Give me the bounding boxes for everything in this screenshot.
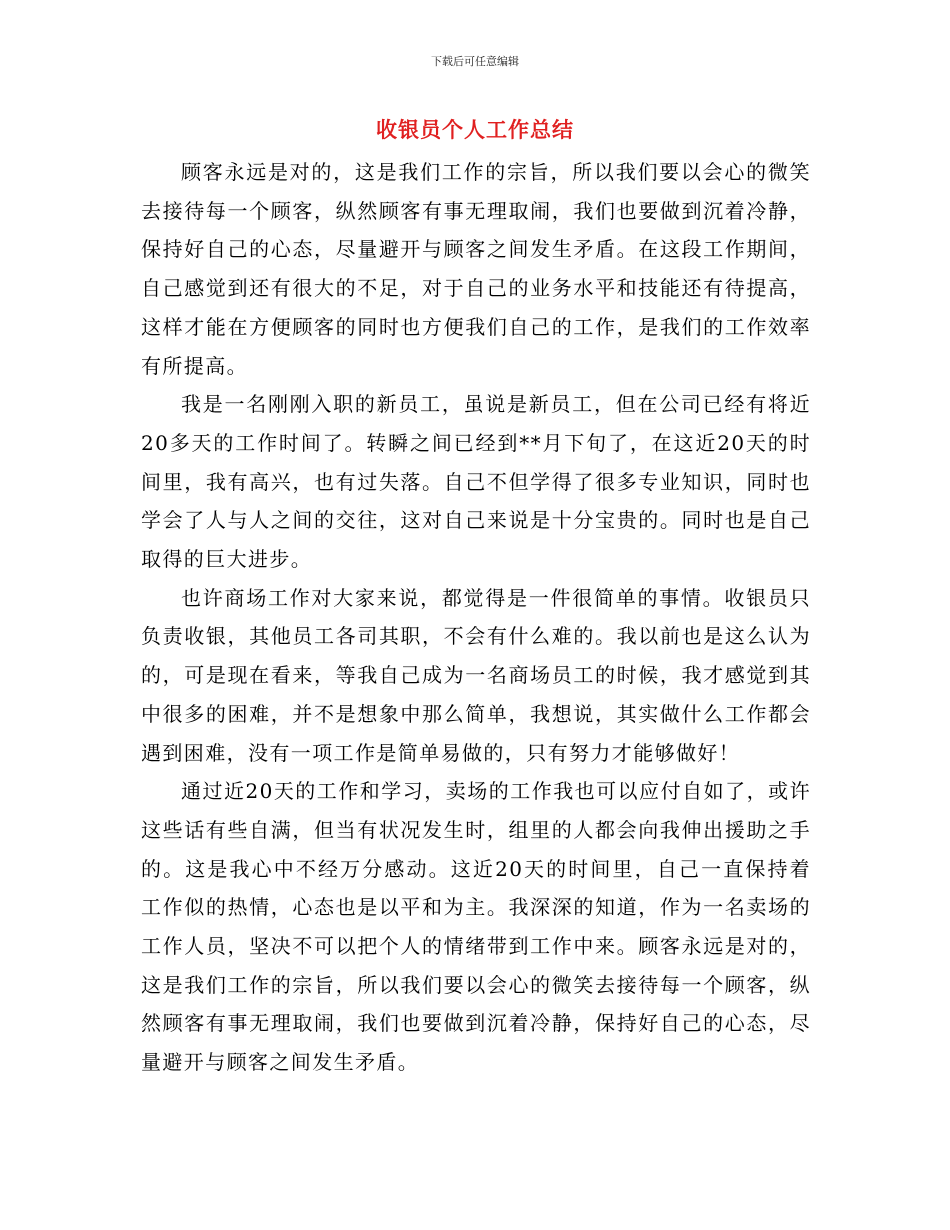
header-note: 下载后可任意编辑 xyxy=(431,55,519,68)
paragraph-4: 通过近20天的工作和学习，卖场的工作我也可以应付自如了，或许这些话有些自满，但当有状况发生时，组里的人都会向我伸出援助之手的。这是我心中不经万分感动。这近20天的时间里，自己一直保持着工作似的热情，心态也是以平和为主。我深深的知道，作为一名卖场的工作人员，坚决不可以把个人的情绪带到工作中来。顾客永远是对的，这是我们工作的宗旨，所以我们要以会心的微笑去接待每一个顾客，纵然顾客有事无理取闹，我们也要做到沉着冷静，保持好自己的心态，尽量避开与顾客之间发生矛盾。 xyxy=(141,779,811,1075)
paragraph-3: 也许商场工作对大家来说，都觉得是一件很简单的事情。收银员只负责收银，其他员工各司其职，不会有什么难的。我以前也是这么认为的，可是现在看来，等我自己成为一名商场员工的时候，我才感觉到其中很多的困难，并不是想象中那么简单，我想说，其实做什么工作都会遇到困难，没有一项工作是简单易做的，只有努力才能够做好！ xyxy=(141,585,811,765)
document-title: 收银员个人工作总结 xyxy=(376,117,574,142)
document-body xyxy=(141,153,811,1082)
paragraph-1: 顾客永远是对的，这是我们工作的宗旨，所以我们要以会心的微笑去接待每一个顾客，纵然顾客有事无理取闹，我们也要做到沉着冷静，保持好自己的心态，尽量避开与顾客之间发生矛盾。在这段工作期间，自己感觉到还有很大的不足，对于自己的业务水平和技能还有待提高，这样才能在方便顾客的同时也方便我们自己的工作，是我们的工作效率有所提高。 xyxy=(141,160,811,378)
paragraph-2: 我是一名刚刚入职的新员工，虽说是新员工，但在公司已经有将近20多天的工作时间了。转瞬之间已经到**月下旬了，在这近20天的时间里，我有高兴，也有过失落。自己不但学得了很多专业知识，同时也学会了人与人之间的交往，这对自己来说是十分宝贵的。同时也是自己取得的巨大进步。 xyxy=(141,392,811,572)
